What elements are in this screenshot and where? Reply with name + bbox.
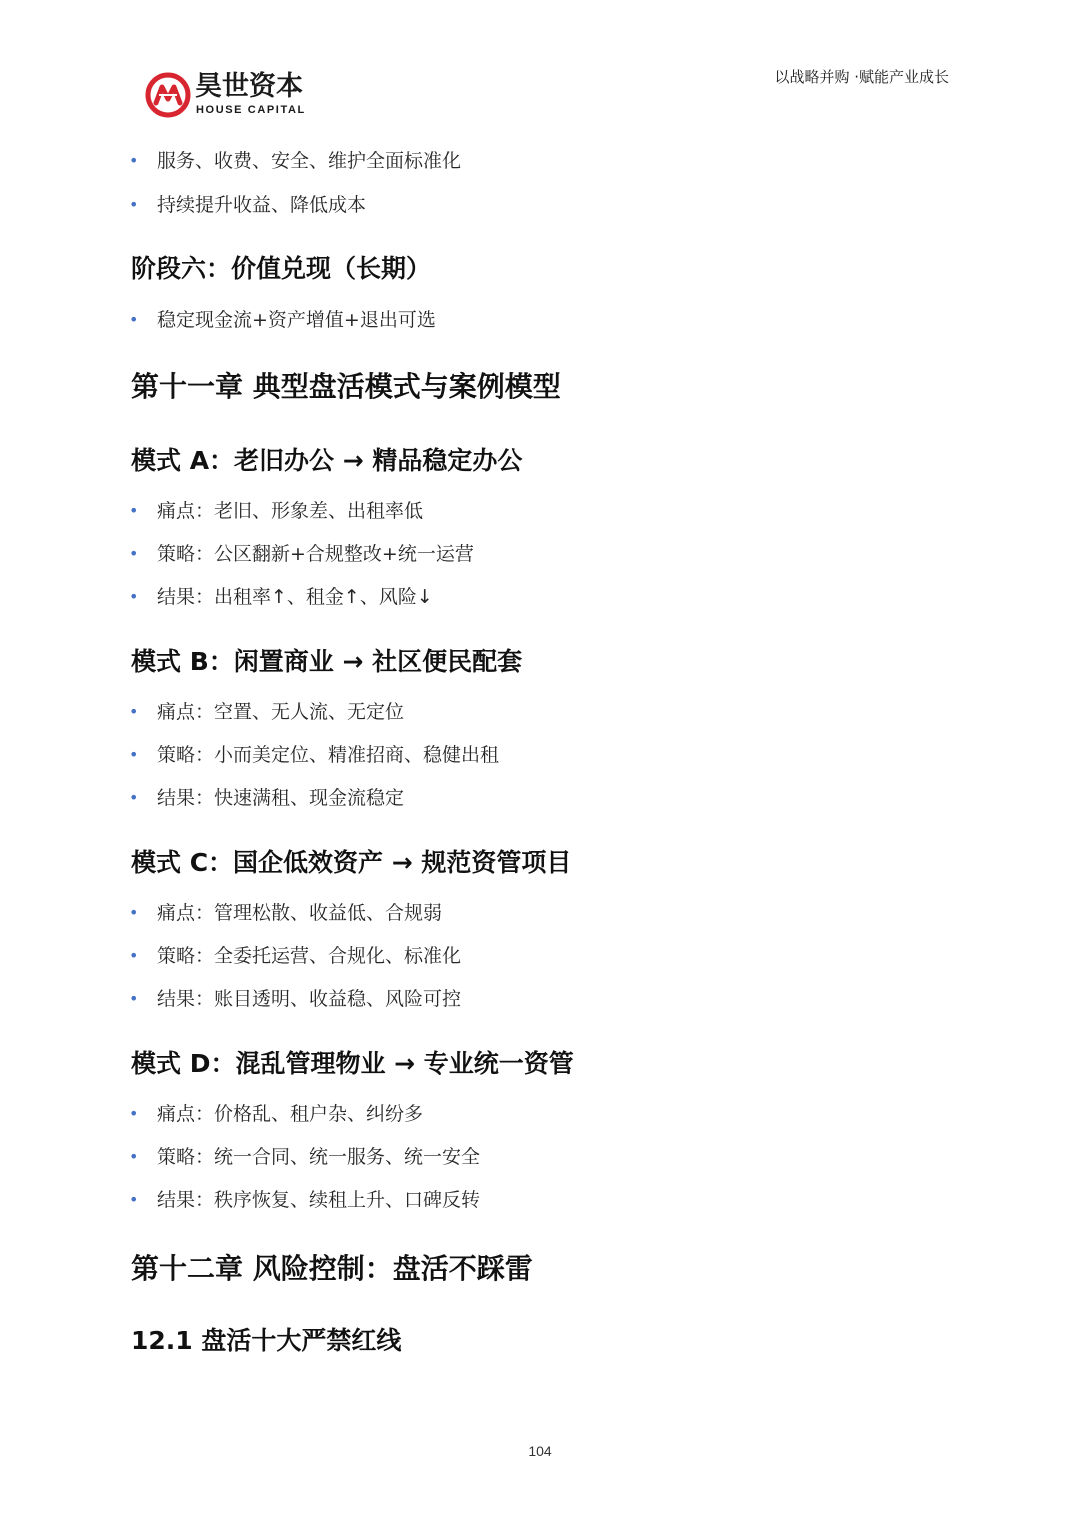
bullet-icon: • (129, 151, 139, 170)
mode-heading: 模式 C：国企低效资产 → 规范资管项目 (131, 848, 572, 877)
bullet-icon: • (129, 745, 139, 764)
bullet-icon: • (129, 501, 139, 520)
logo-english-name: HOUSE CAPITAL (196, 104, 306, 116)
list-item (129, 783, 404, 813)
bullet-text: 稳定现金流+资产增值+退出可选 (157, 309, 436, 331)
bullet-text: 服务、收费、安全、维护全面标准化 (157, 150, 462, 172)
list-item (129, 146, 461, 176)
list-item (129, 984, 461, 1014)
list-item (129, 539, 474, 569)
list-item (129, 697, 404, 727)
bullet-text: 痛点：管理松散、收益低、合规弱 (157, 902, 443, 924)
list-item (129, 305, 436, 335)
bullet-text: 策略：公区翻新+合规整改+统一运营 (157, 543, 474, 565)
bullet-icon: • (129, 788, 139, 807)
page-number: 104 (528, 1443, 552, 1459)
bullet-icon: • (129, 1147, 139, 1166)
bullet-text: 痛点：老旧、形象差、出租率低 (157, 500, 424, 522)
list-item (129, 190, 366, 220)
header-tagline: 以战略并购 ·赋能产业成长 (774, 68, 949, 86)
bullet-text: 持续提升收益、降低成本 (157, 194, 367, 216)
bullet-icon: • (129, 195, 139, 214)
mode-heading: 模式 B：闲置商业 → 社区便民配套 (131, 647, 523, 676)
list-item (129, 1142, 480, 1172)
bullet-text: 痛点：空置、无人流、无定位 (157, 701, 405, 723)
bullet-icon: • (129, 1104, 139, 1123)
bullet-text: 结果：快速满租、现金流稳定 (157, 787, 405, 809)
bullet-icon: • (129, 310, 139, 329)
mode-heading: 模式 A：老旧办公 → 精品稳定办公 (131, 446, 523, 475)
bullet-text: 结果：秩序恢复、续租上升、口碑反转 (157, 1189, 481, 1211)
bullet-icon: • (129, 946, 139, 965)
company-logo (145, 72, 315, 120)
mode-heading: 模式 D：混乱管理物业 → 专业统一资管 (131, 1049, 574, 1078)
bullet-text: 策略：统一合同、统一服务、统一安全 (157, 1146, 481, 1168)
logo-chinese-name: 昊世资本 (195, 71, 303, 102)
bullet-text: 结果：账目透明、收益稳、风险可控 (157, 988, 462, 1010)
chapter-heading: 第十二章 风险控制：盘活不踩雷 (131, 1252, 533, 1285)
logo-mark-icon (145, 72, 191, 118)
bullet-icon: • (129, 544, 139, 563)
bullet-icon: • (129, 989, 139, 1008)
list-item (129, 898, 442, 928)
bullet-text: 策略：全委托运营、合规化、标准化 (157, 945, 462, 967)
list-item (129, 496, 423, 526)
bullet-text: 策略：小而美定位、精准招商、稳健出租 (157, 744, 500, 766)
stage-heading: 阶段六：价值兑现（长期） (131, 254, 432, 283)
list-item (129, 740, 499, 770)
list-item (129, 582, 433, 612)
bullet-icon: • (129, 702, 139, 721)
bullet-icon: • (129, 587, 139, 606)
bullet-text: 结果：出租率↑、租金↑、风险↓ (157, 586, 433, 608)
list-item (129, 1099, 423, 1129)
chapter-heading: 第十一章 典型盘活模式与案例模型 (131, 370, 561, 403)
bullet-icon: • (129, 903, 139, 922)
bullet-icon: • (129, 1190, 139, 1209)
list-item (129, 1185, 480, 1215)
list-item (129, 941, 461, 971)
section-heading: 12.1 盘活十大严禁红线 (131, 1326, 402, 1355)
bullet-text: 痛点：价格乱、租户杂、纠纷多 (157, 1103, 424, 1125)
